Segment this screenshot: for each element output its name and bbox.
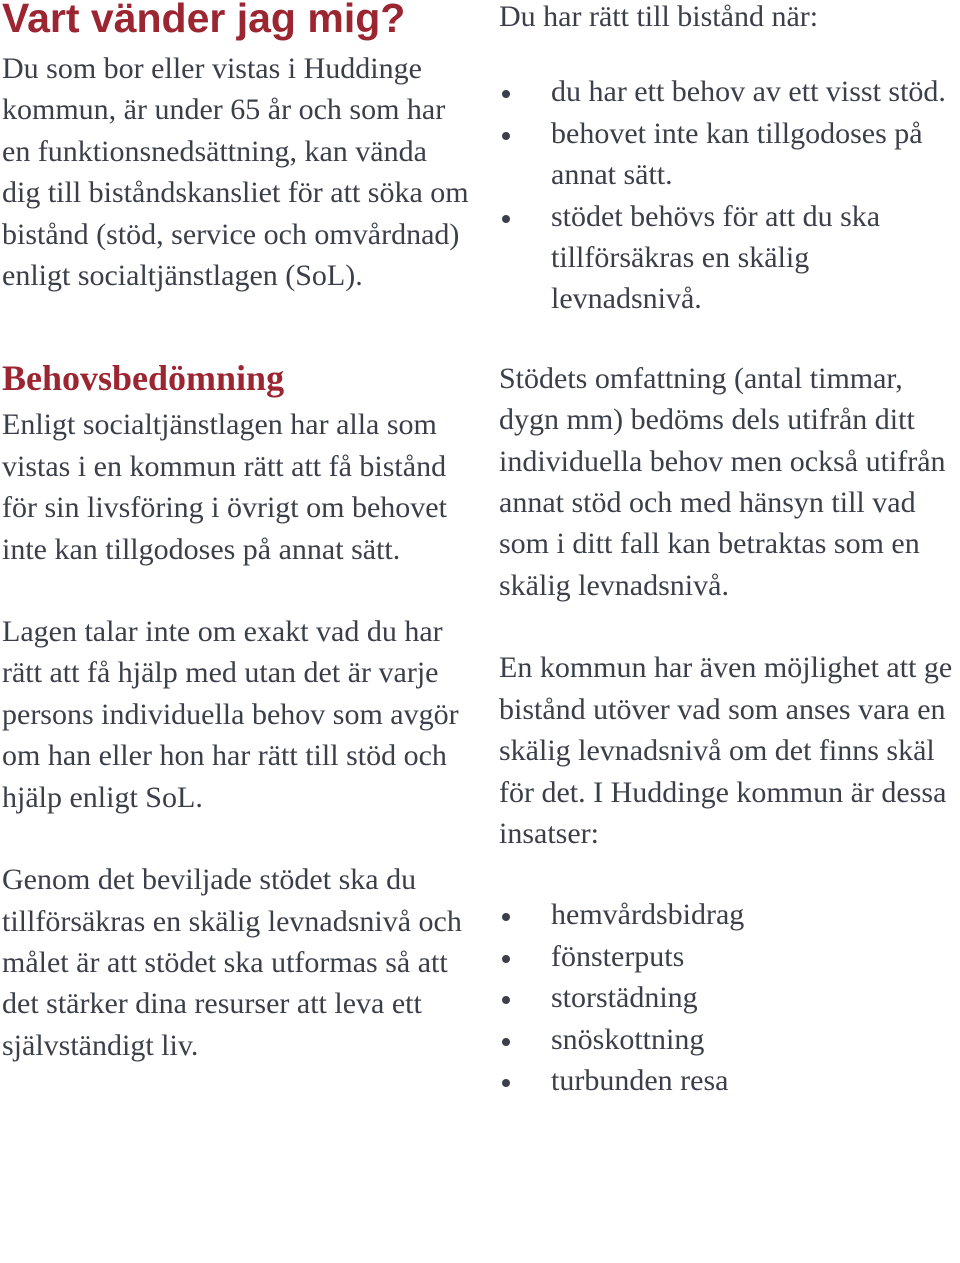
bullet-icon	[502, 913, 510, 921]
list-item	[499, 71, 959, 112]
list-item	[499, 894, 959, 935]
paragraph-individual-needs: Lagen talar inte om exakt vad du har rätt att få hjälp med utan det är varje persons individuella behov som avgör om han eller hon har rätt till stöd och hjälp enligt SoL.	[2, 615, 459, 814]
list-item-text: storstädning	[551, 981, 698, 1015]
list-item	[499, 1019, 959, 1060]
bullet-icon	[502, 90, 510, 98]
list-item	[499, 196, 959, 320]
list-item-text: du har ett behov av ett visst stöd.	[551, 75, 946, 109]
right-column	[499, 0, 959, 1101]
paragraph-goal: Genom det beviljade stödet ska du tillförsäkras en skälig levnadsnivå och målet är att stödet ska utformas så att det stärker dina resurser att leva ett självständigt liv.	[2, 863, 462, 1062]
paragraph-extra-support: En kommun har även möjlighet att ge bistånd utöver vad som anses vara en skälig levnadsnivå om det finns skäl för det. I Huddinge kommun är dessa insatser:	[499, 651, 953, 850]
list-item-text: hemvårdsbidrag	[551, 898, 745, 932]
services-list	[499, 894, 959, 1101]
list-item-text: behovet inte kan tillgodoses på annat sätt.	[551, 116, 923, 192]
rights-heading: Du har rätt till bistånd när:	[499, 0, 819, 33]
bullet-icon	[502, 1038, 510, 1046]
list-item	[499, 936, 959, 977]
page-title: Vart vänder jag mig?	[2, 0, 406, 41]
paragraph-scope: Stödets omfattning (antal timmar, dygn mm) bedöms dels utifrån ditt individuella behov men också utifrån annat stöd och med hänsyn till vad som i ditt fall kan betraktas som en skälig levnadsnivå.	[499, 361, 946, 602]
list-item-text: fönsterputs	[551, 939, 685, 973]
list-item-text: snöskottning	[551, 1022, 705, 1056]
bullet-icon	[502, 132, 510, 140]
list-item	[499, 113, 959, 196]
section-title-behovsbedomning: Behovsbedömning	[2, 358, 285, 399]
paragraph-law: Enligt socialtjänstlagen har alla som vistas i en kommun rätt att få bistånd för sin livsföring i övrigt om behovet inte kan tillgodoses på annat sätt.	[2, 408, 447, 566]
bullet-icon	[502, 955, 510, 963]
bullet-icon	[502, 1079, 510, 1087]
list-item	[499, 977, 959, 1018]
bullet-icon	[502, 215, 510, 223]
list-item-text: stödet behövs för att du ska tillförsäkras en skälig levnadsnivå.	[551, 199, 881, 316]
list-item	[499, 1060, 959, 1101]
conditions-list	[499, 71, 959, 319]
left-column	[2, 0, 472, 1066]
intro-paragraph: Du som bor eller vistas i Huddinge kommun, är under 65 år och som har en funktionsnedsättning, kan vända dig till biståndskansliet för att söka om bistånd (stöd, service och omvårdnad) enligt socialtjänstlagen (SoL).	[2, 52, 469, 293]
list-item-text: turbunden resa	[551, 1063, 729, 1097]
bullet-icon	[502, 996, 510, 1004]
